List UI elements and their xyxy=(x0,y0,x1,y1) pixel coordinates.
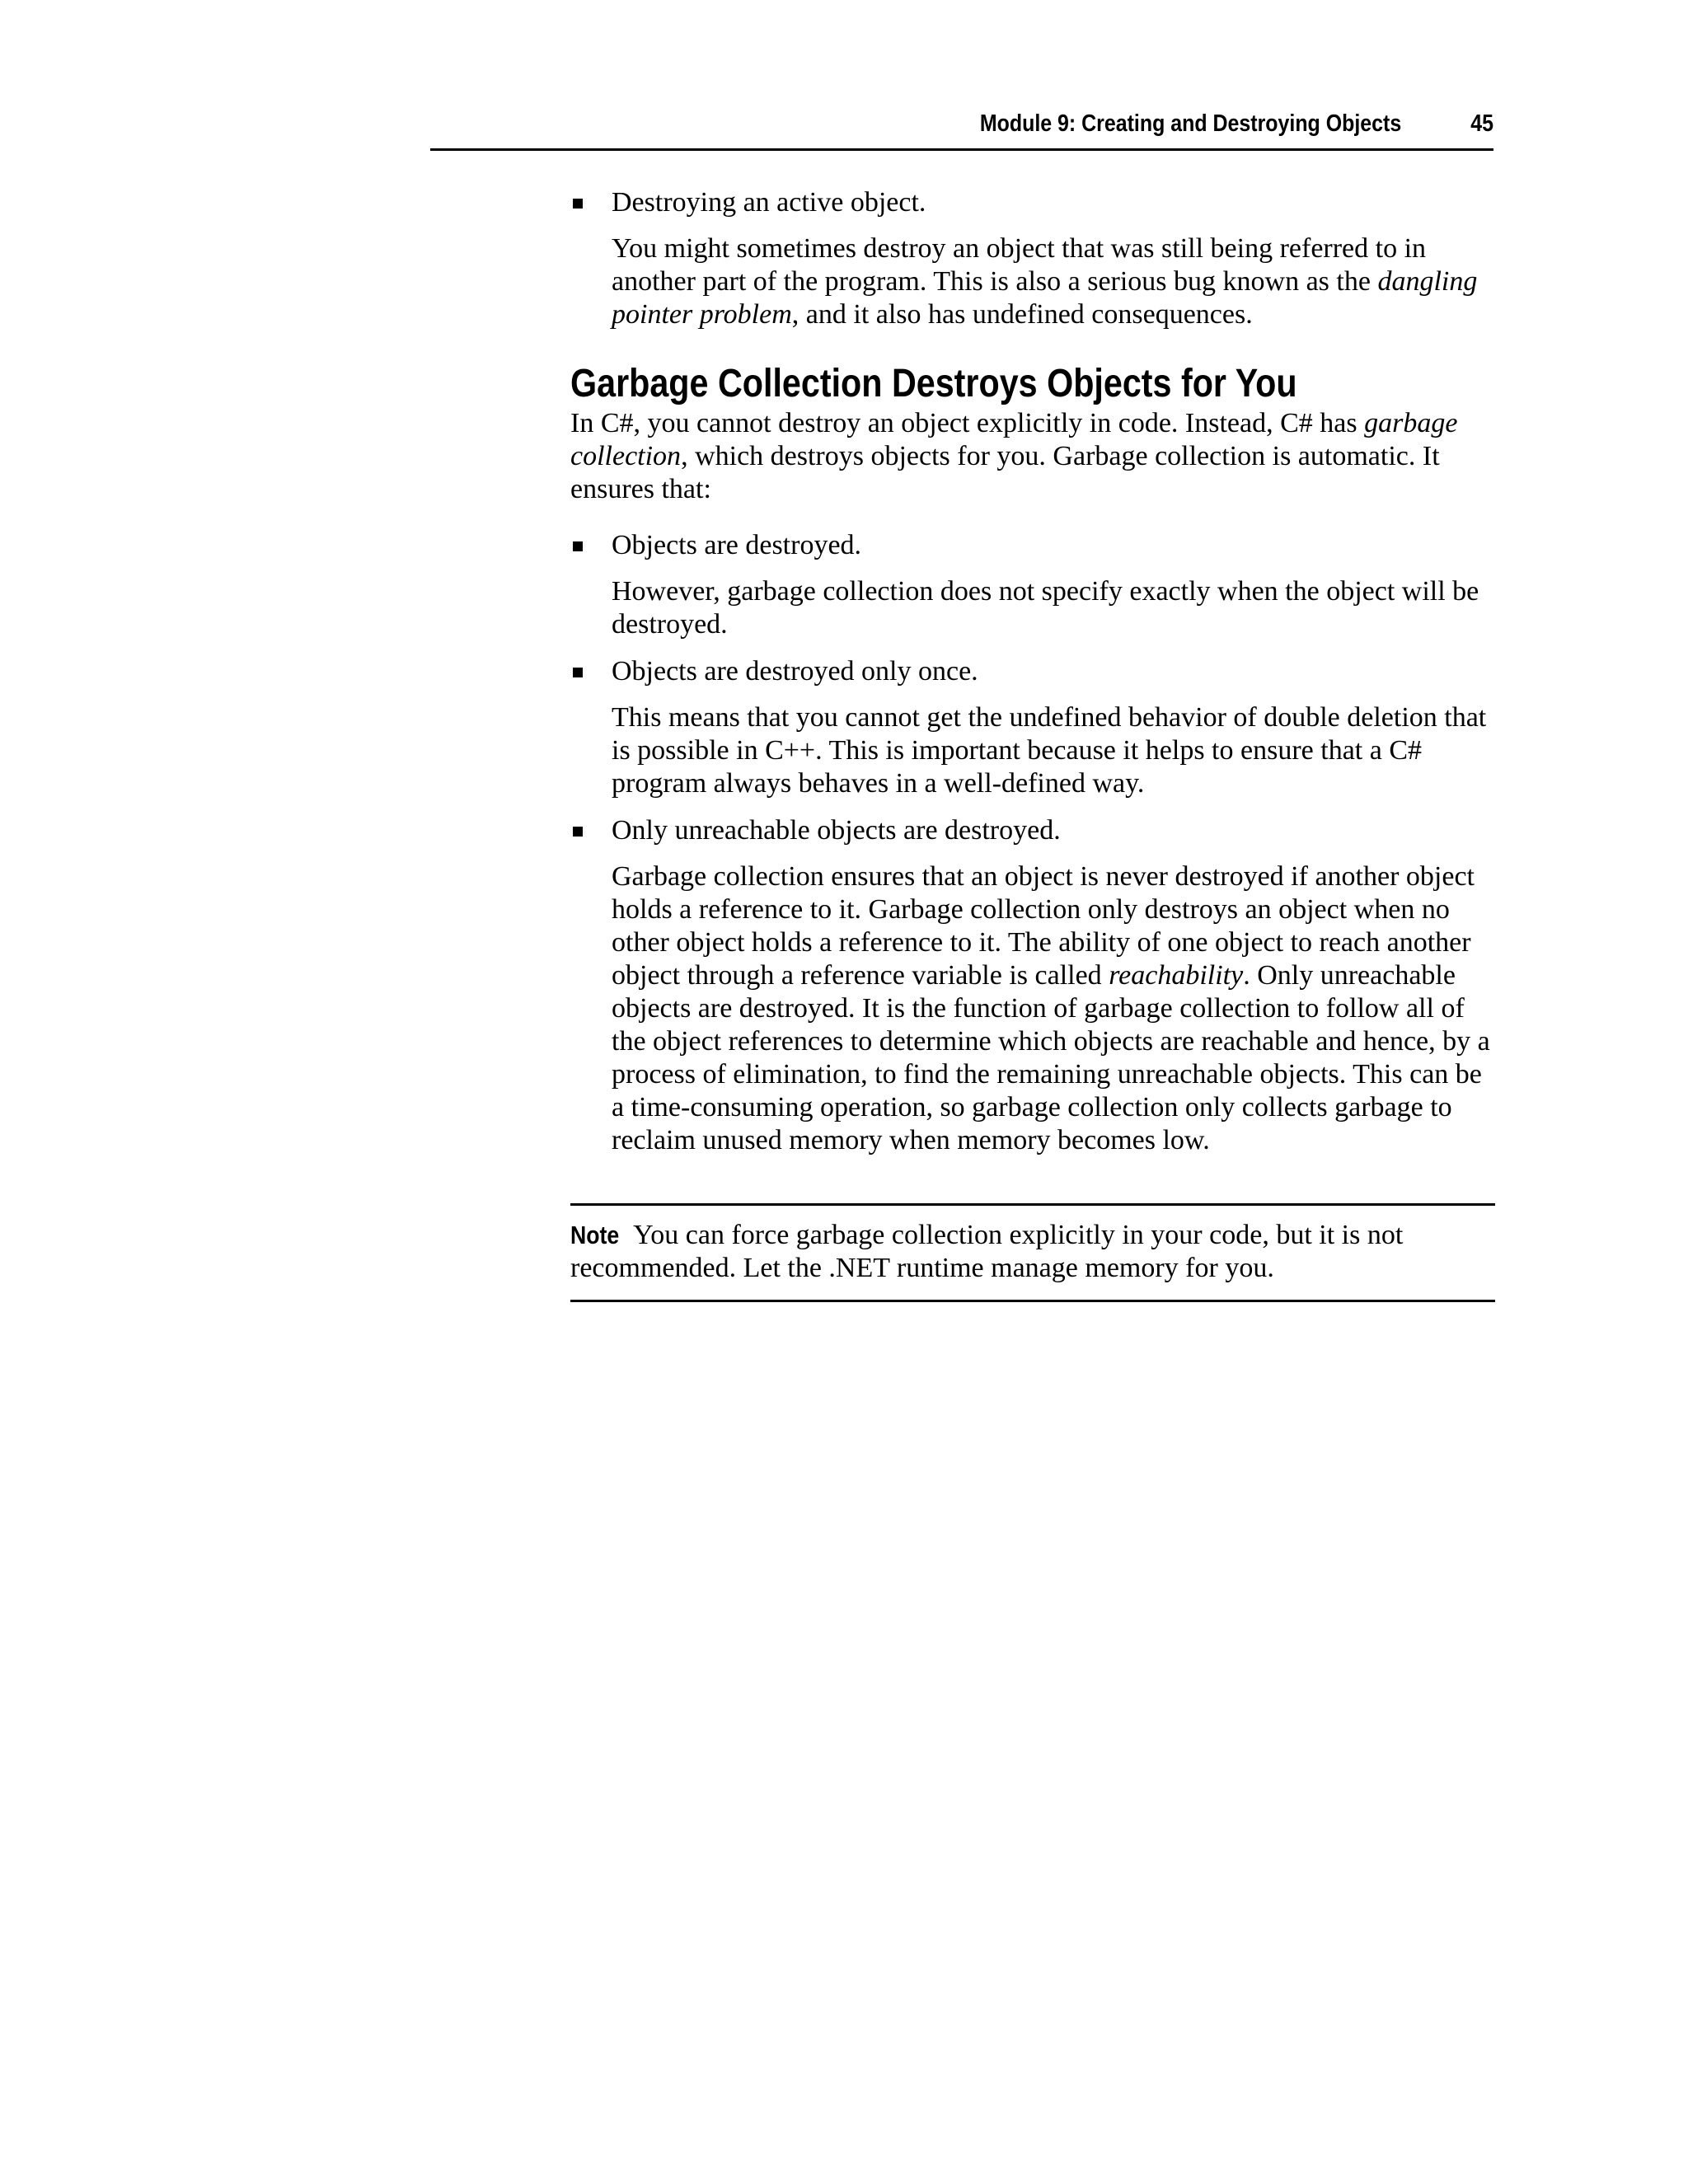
term-dangling-pointer: dangling pointer problem xyxy=(612,266,1478,330)
square-bullet-icon xyxy=(573,827,583,837)
bullet-destroyed-once xyxy=(570,655,1495,688)
paragraph-text: You might sometimes destroy an object that was still being referred to in another part of the program. This is also a serious bug known as the xyxy=(612,233,1427,297)
gc-intro-paragraph xyxy=(570,407,1495,506)
bullet-text: Destroying an active object. xyxy=(612,187,926,218)
note-text: You can force garbage collection explicitly in your code, but it is not recommended. Let the .NET runtime manage memory for you. xyxy=(570,1220,1404,1283)
bullet-destroying-active-object xyxy=(570,186,1495,219)
section-heading: Garbage Collection Destroys Objects for You xyxy=(570,362,1297,405)
bullet-text: Objects are destroyed. xyxy=(612,530,862,560)
bullet-detail: This means that you cannot get the undefined behavior of double deletion that is possible in C++. This is important because it helps to ensure that a C# program always behaves in a well-defined way. xyxy=(612,702,1487,799)
header-title: Module 9: Creating and Destroying Objects xyxy=(979,110,1402,137)
note-label: Note xyxy=(570,1221,620,1249)
paragraph-text: Garbage collection ensures that an object is never destroyed if another object holds a reference to it. Garbage collection only destroys an object when no other object holds a reference to it. The ability of one object to reach another object through a reference variable is called xyxy=(612,861,1475,991)
bullet-detail-reachability xyxy=(570,860,1495,1157)
page-content xyxy=(570,186,1495,1302)
dangling-pointer-paragraph xyxy=(570,232,1495,331)
square-bullet-icon xyxy=(573,668,583,677)
term-reachability: reachability xyxy=(1109,960,1244,991)
paragraph-text: . Only unreachable objects are destroyed. It is the function of garbage collection to follow all of the object references to determine which objects are reachable and hence, by a process of elimination, to find the remaining unreachable objects. This can be a time-consuming operation, so garbage collection only collects garbage to reclaim unused memory when memory becomes low. xyxy=(612,960,1490,1155)
paragraph-text: , and it also has undefined consequences. xyxy=(791,299,1253,330)
term-garbage-collection: garbage collection xyxy=(570,408,1458,471)
bullet-unreachable-destroyed xyxy=(570,814,1495,847)
bullet-text: Only unreachable objects are destroyed. xyxy=(612,815,1061,846)
bullet-text: Objects are destroyed only once. xyxy=(612,656,978,687)
note-box xyxy=(570,1203,1495,1302)
paragraph-text: , which destroys objects for you. Garbage collection is automatic. It ensures that: xyxy=(570,441,1440,504)
paragraph-text: In C#, you cannot destroy an object explicitly in code. Instead, C# has xyxy=(570,408,1365,438)
bullet-objects-destroyed xyxy=(570,529,1495,562)
bullet-detail: However, garbage collection does not specify exactly when the object will be destroyed. xyxy=(612,576,1479,640)
square-bullet-icon xyxy=(573,541,583,551)
running-header xyxy=(430,110,1493,151)
page-number: 45 xyxy=(1470,110,1493,137)
square-bullet-icon xyxy=(573,199,583,209)
